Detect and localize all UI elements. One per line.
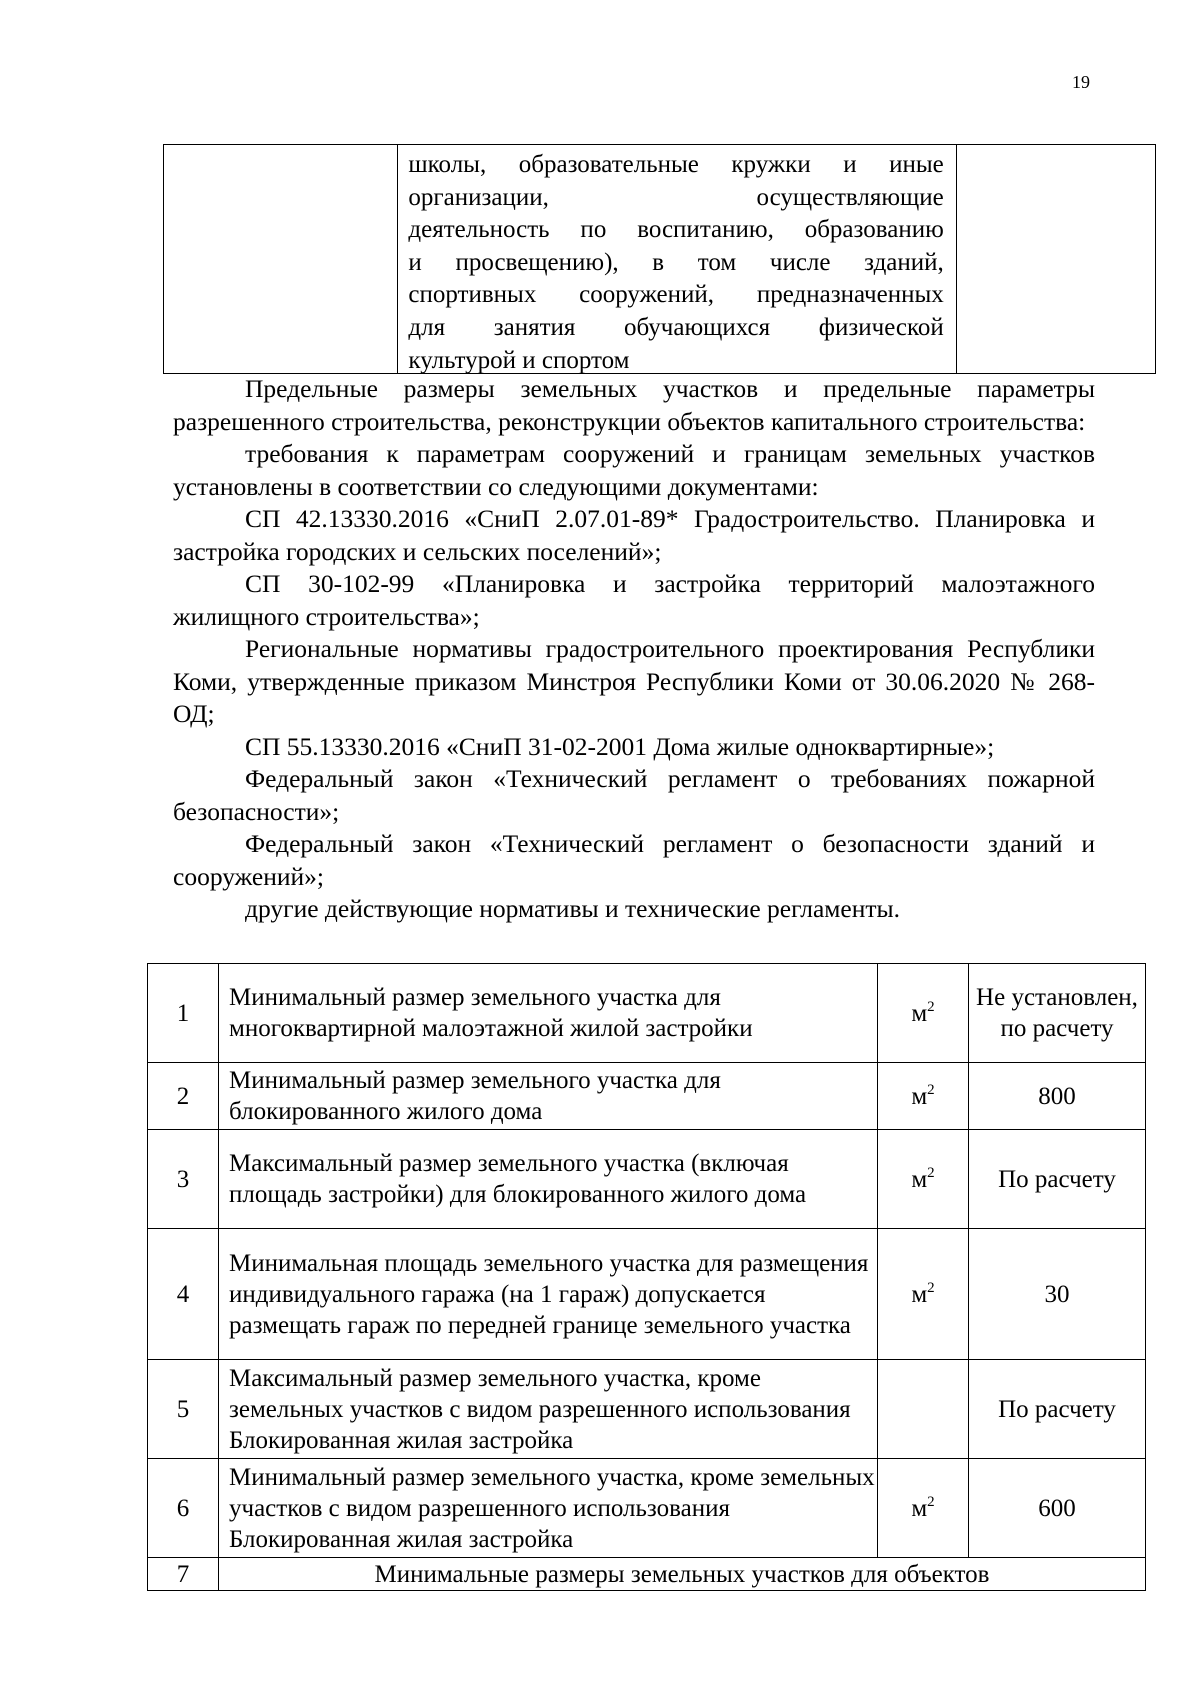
continuation-line: и просвещению), в том числе зданий, [408, 248, 944, 276]
table-row [148, 1130, 1146, 1229]
requirements-text [173, 373, 1095, 926]
parameters-table [147, 963, 1146, 1591]
continuation-cell-text [398, 145, 956, 374]
unit-exponent: 2 [927, 998, 935, 1015]
row-number: 7 [148, 1558, 219, 1591]
table-row [148, 1558, 1146, 1591]
paragraph-building-safety-law: Федеральный закон «Технический регламент о безопасности зданий и сооружений»; [173, 829, 1095, 891]
paragraph-sp-55: СП 55.13330.2016 «СниП 31-02-2001 Дома жилые одноквартирные»; [245, 731, 995, 761]
row-value: 800 [969, 1063, 1146, 1130]
row-value: Не установлен, по расчету [969, 964, 1146, 1063]
unit-base: м [911, 1494, 928, 1522]
continuation-line: спортивных сооружений, предназначенных [408, 281, 944, 309]
continuation-cell-empty-right [956, 145, 1155, 374]
unit-base: м [911, 1082, 928, 1110]
unit-base: м [911, 999, 928, 1027]
row-description: Минимальный размер земельного участка, кроме земельных участков с видом разрешенного использования Блокированная жилая застройка [219, 1459, 878, 1558]
unit-exponent: 2 [927, 1493, 935, 1510]
paragraph-fire-safety-law: Федеральный закон «Технический регламент о требованиях пожарной безопасности»; [173, 764, 1095, 826]
page-number: 19 [1072, 72, 1090, 92]
row-description: Минимальный размер земельного участка для блокированного жилого дома [219, 1063, 878, 1130]
row-number: 6 [148, 1459, 219, 1558]
row-unit [878, 1130, 969, 1229]
unit-exponent: 2 [927, 1164, 935, 1181]
row-number: 2 [148, 1063, 219, 1130]
row-number: 3 [148, 1130, 219, 1229]
table-row [148, 964, 1146, 1063]
table-row [148, 1459, 1146, 1558]
row-description: Максимальный размер земельного участка, кроме земельных участков с видом разрешенного использования Блокированная жилая застройка [219, 1360, 878, 1459]
row-unit-empty [878, 1360, 969, 1459]
continuation-line: для занятия обучающихся физической [408, 313, 944, 341]
continuation-cell-empty-left [164, 145, 398, 374]
continuation-line: культурой и спортом [408, 346, 630, 374]
row-value: 30 [969, 1229, 1146, 1360]
paragraph-sp-30: СП 30-102-99 «Планировка и застройка территорий малоэтажного жилищного строительства»; [173, 569, 1095, 631]
unit-base: м [911, 1280, 928, 1308]
paragraph-limits-intro: Предельные размеры земельных участков и предельные параметры разрешенного строительства, реконструкции объектов капитального строительства: [173, 374, 1095, 436]
table-row [148, 1229, 1146, 1360]
row-value: По расчету [969, 1360, 1146, 1459]
table-row [148, 1063, 1146, 1130]
row-description: Минимальный размер земельного участка для многоквартирной малоэтажной жилой застройки [219, 964, 878, 1063]
continuation-line: организации, осуществляющие [408, 183, 944, 211]
row-number: 4 [148, 1229, 219, 1360]
table-row [148, 1360, 1146, 1459]
row-number: 1 [148, 964, 219, 1063]
paragraph-sp-42: СП 42.13330.2016 «СниП 2.07.01-89* Градостроительство. Планировка и застройка городских и сельских поселений»; [173, 504, 1095, 566]
row-unit [878, 1229, 969, 1360]
unit-exponent: 2 [927, 1081, 935, 1098]
continuation-line: школы, образовательные кружки и иные [408, 151, 944, 178]
row-number: 5 [148, 1360, 219, 1459]
row-unit [878, 1459, 969, 1558]
unit-exponent: 2 [927, 1279, 935, 1296]
continuation-text [398, 145, 955, 373]
continuation-line: деятельность по воспитанию, образованию [408, 216, 944, 244]
continuation-table [163, 144, 1156, 374]
row-unit [878, 964, 969, 1063]
paragraph-other-norms: другие действующие нормативы и технические регламенты. [245, 894, 901, 923]
unit-base: м [911, 1165, 928, 1193]
row-description: Минимальная площадь земельного участка для размещения индивидуального гаража (на 1 гараж) допускается размещать гараж по передней границе земельного участка [219, 1229, 878, 1360]
row-value: 600 [969, 1459, 1146, 1558]
row-description-merged: Минимальные размеры земельных участков для объектов [219, 1558, 1146, 1591]
row-value: По расчету [969, 1130, 1146, 1229]
row-unit [878, 1063, 969, 1130]
paragraph-regional-norms: Региональные нормативы градостроительного проектирования Республики Коми, утвержденные приказом Минстроя Республики Коми от 30.06.2020 № 268-ОД; [173, 634, 1095, 728]
row-description: Максимальный размер земельного участка (включая площадь застройки) для блокированного жилого дома [219, 1130, 878, 1229]
paragraph-requirements: требования к параметрам сооружений и границам земельных участков установлены в соответствии со следующими документами: [173, 439, 1095, 501]
